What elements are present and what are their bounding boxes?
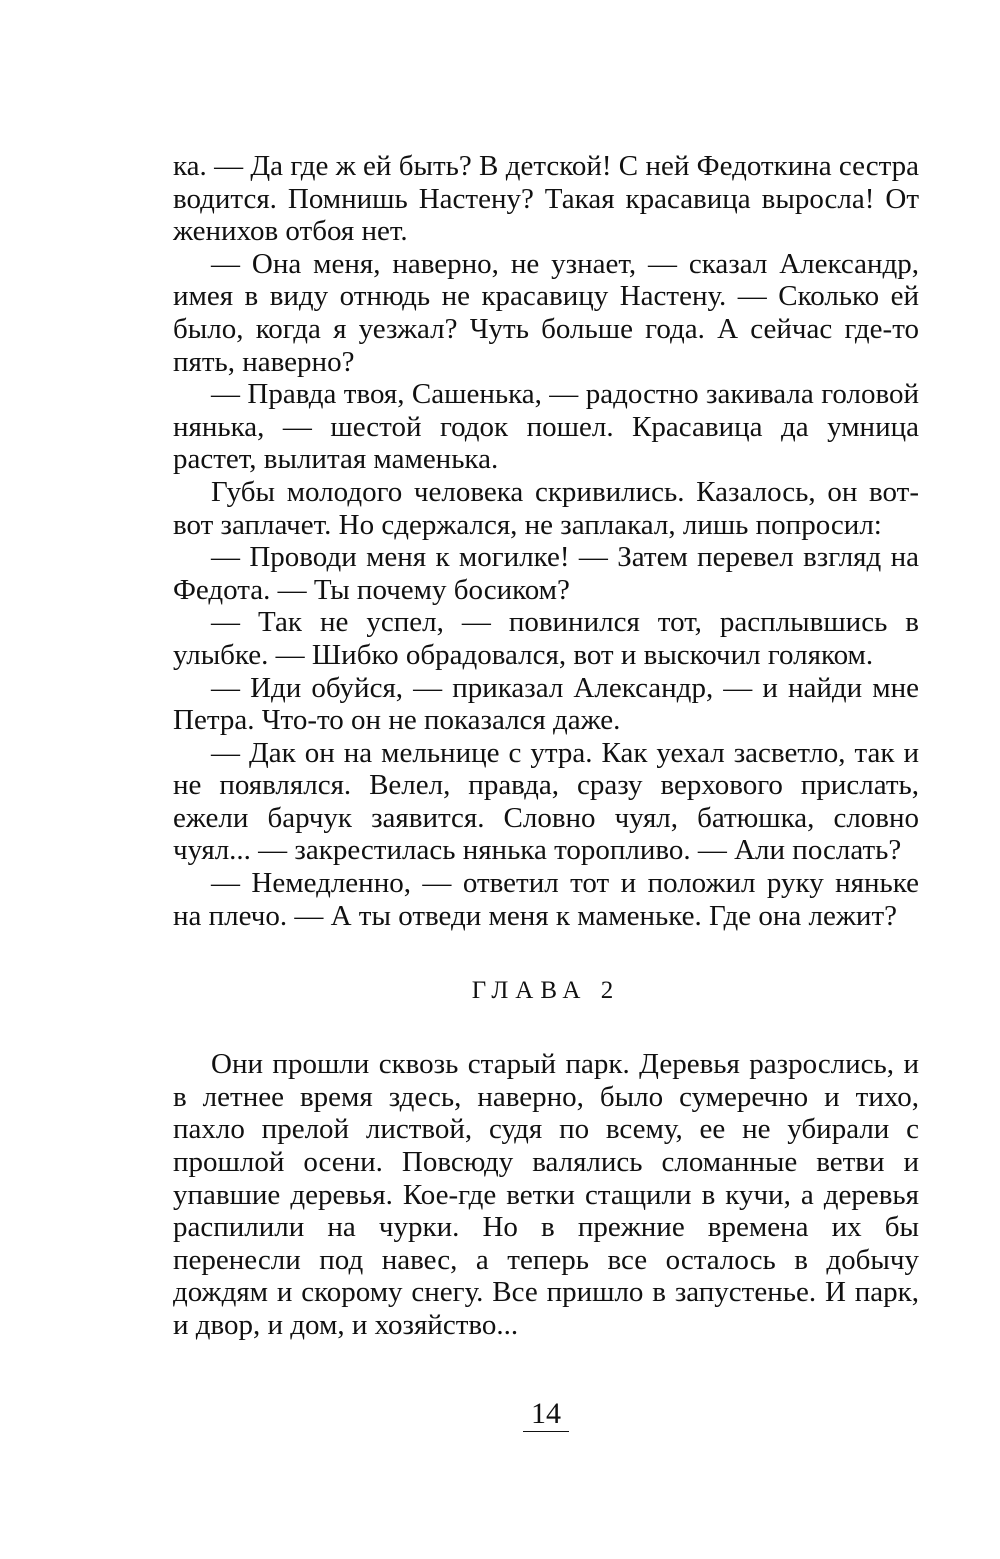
paragraph: Губы молодого человека скривились. Казалось, он вот-вот заплачет. Но сдержался, не заплакал, лишь попросил:: [173, 475, 919, 541]
paragraph: ка. — Да где ж ей быть? В детской! С ней Федоткина сестра водится. Помнишь Настену? Такая красавица выросла! От женихов отбоя нет.: [173, 150, 919, 248]
paragraph: Они прошли сквозь старый парк. Деревья разрослись, и в летнее время здесь, наверно, было сумеречно и тихо, пахло прелой листвой, судя по всему, ее не убирали с прошлой осени. Повсюду валялись сломанные ветви и упавшие деревья. Кое-где ветки стащили в кучи, а деревья распилили на чурки. Но в прежние времена их бы перенесли под навес, а теперь все осталось в добычу дождям и скорому снегу. Все пришло в запустенье. И парк, и двор, и дом, и хозяйство...: [173, 1048, 919, 1341]
paragraph: — Правда твоя, Сашенька, — радостно закивала головой нянька, — шестой годок пошел. Красавица да умница растет, вылитая маменька.: [173, 378, 919, 476]
paragraph: — Дак он на мельнице с утра. Как уехал засветло, так и не появлялся. Велел, правда, сразу верхового прислать, ежели барчук заявится. Словно чуял, батюшка, словно чуял... — закрестилась нянька торопливо. — Али послать?: [173, 736, 919, 867]
page-number: [173, 1397, 919, 1432]
paragraph: — Немедленно, — ответил тот и положил руку няньке на плечо. — А ты отведи меня к маменьке. Где она лежит?: [173, 867, 919, 932]
paragraph: — Так не успел, — повинился тот, расплывшись в улыбке. — Шибко обрадовался, вот и выскочил голяком.: [173, 606, 919, 671]
paragraph: — Иди обуйся, — приказал Александр, — и найди мне Петра. Что-то он не показался даже.: [173, 671, 919, 737]
page-number-text: 14: [523, 1397, 569, 1432]
chapter-heading: ГЛАВА 2: [471, 977, 621, 1005]
book-page: [173, 150, 919, 1430]
paragraph: — Проводи меня к могилке! — Затем перевел взгляд на Федота. — Ты почему босиком?: [173, 541, 919, 606]
paragraph: — Она меня, наверно, не узнает, — сказал Александр, имея в виду отнюдь не красавицу Настену. — Сколько ей было, когда я уезжал? Чуть больше года. А сейчас где-то пять, наверно?: [173, 247, 919, 378]
